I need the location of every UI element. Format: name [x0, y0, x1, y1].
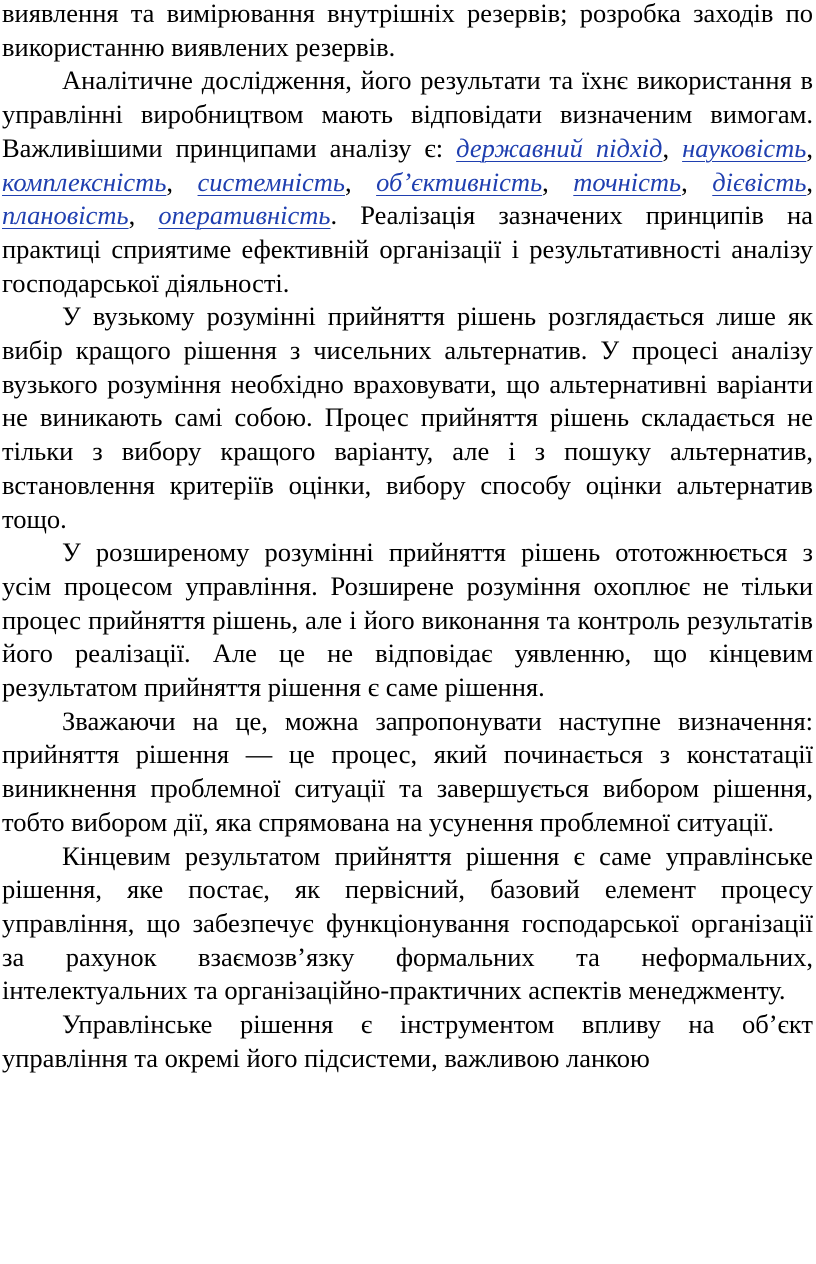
- principles-tail-text: Реалізація зазначених принципів на практиці сприятиме ефективній організації і результативності аналізу господарської діяльності.: [2, 200, 813, 298]
- paragraph-broad-understanding: У розширеному розумінні прийняття рішень ототожнюється з усім процесом управління. Розширене розуміння охоплює не тільки процес прийняття рішень, але і його виконання та контроль результатів його реалізації. Але це не відповідає уявленню, що кінцевим результатом прийняття рішення є саме рішення.: [2, 537, 813, 703]
- term-separator: ,: [662, 132, 683, 163]
- paragraph-decision-definition: Зважаючи на це, можна запропонувати наступне визначення: прийняття рішення — це процес, який починається з констатації виникнення проблемної ситуації та завершується вибором рішення, тобто вибором дії, яка спрямована на усунення проблемної ситуації.: [2, 705, 813, 837]
- paragraph-reserves-continuation: виявлення та вимірювання внутрішніх резервів; розробка заходів по використанню виявлених резервів.: [2, 0, 813, 62]
- term-link-accuracy[interactable]: точність: [573, 166, 682, 197]
- term-separator: ,: [166, 166, 198, 197]
- term-separator: ,: [806, 166, 814, 197]
- term-link-complexity[interactable]: комплексність: [2, 166, 167, 197]
- paragraph-analysis-principles: [0, 64, 816, 300]
- term-list-end: .: [330, 200, 361, 231]
- principles-lead-text: Аналітичне дослідження, його результати та їхнє використання в управлінні виробництвом мають відповідати визначеним вимогам. Важливішими принципами аналізу є:: [2, 65, 813, 163]
- term-link-efficiency[interactable]: оперативність: [158, 200, 331, 231]
- term-separator: ,: [806, 132, 813, 163]
- term-link-effectiveness[interactable]: дієвість: [712, 166, 807, 197]
- term-link-objectivity[interactable]: об’єктивність: [376, 166, 543, 197]
- term-separator: ,: [344, 166, 377, 197]
- term-link-planning[interactable]: плановість: [2, 200, 129, 231]
- term-separator: ,: [681, 166, 713, 197]
- term-link-scientific[interactable]: науковість: [682, 132, 807, 163]
- paragraph-decision-instrument: Управлінське рішення є інструментом впливу на об’єкт управління та окремі його підсистеми, важливою ланкою: [2, 1009, 813, 1073]
- term-link-systemic[interactable]: системність: [197, 166, 345, 197]
- term-separator: ,: [542, 166, 574, 197]
- paragraph-management-decision: Кінцевим результатом прийняття рішення є саме управлінське рішення, яке постає, як первісний, базовий елемент процесу управління, що забезпечує функціонування господарської організації за рахунок взаємозв’язку формальних та неформальних, інтелектуальних та організаційно-практичних аспектів менеджменту.: [2, 840, 813, 1006]
- term-separator: ,: [128, 200, 159, 231]
- paragraph-narrow-understanding: У вузькому розумінні прийняття рішень розглядається лише як вибір кращого рішення з чисельних альтернатив. У процесі аналізу вузького розуміння необхідно враховувати, що альтернативні варіанти не виникають самі собою. Процес прийняття рішень складається не тільки з вибору кращого варіанту, але і з пошуку альтернатив, встановлення критеріїв оцінки, вибору способу оцінки альтернатив тощо.: [2, 301, 813, 534]
- term-link-state-approach[interactable]: державний підхід: [456, 132, 663, 163]
